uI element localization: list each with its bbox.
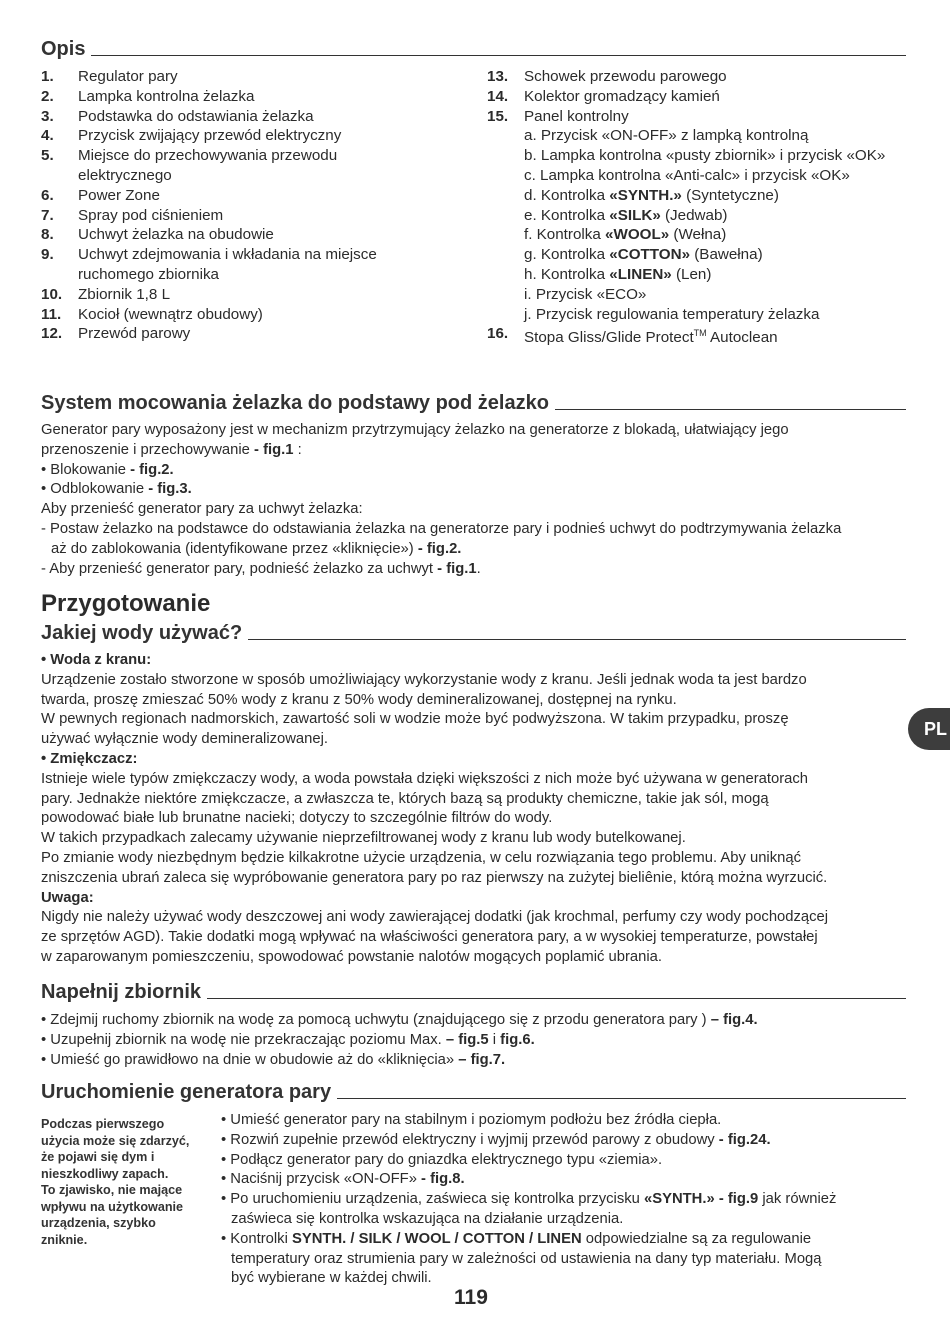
list-item: 16. Stopa Gliss/Glide Protect™ Autoclean [487, 325, 778, 347]
heading-rule [248, 639, 906, 640]
list-item: 14. Kolektor gromadzący kamień [487, 87, 720, 105]
heading-text: Opis [41, 38, 86, 60]
panel-subitem: b. Lampka kontrolna «pusty zbiornik» i przycisk «OK» [524, 147, 886, 165]
page-number: 119 [454, 1286, 488, 1309]
list-item: 8. Uchwyt żelazka na obudowie [41, 226, 274, 244]
sidebar-note: Podczas pierwszego użycia może się zdarzyć, że pojawi się dym i nieszkodliwy zapach. To zjawisko, nie mające wpływu na użytkowanie urządzenia, szybko zniknie. [41, 1117, 190, 1247]
heading-text: Uruchomienie generatora pary [41, 1081, 332, 1103]
list-item: 3. Podstawka do odstawiania żelazka [41, 107, 314, 125]
section-heading-opis [41, 38, 906, 61]
list-item: 13. Schowek przewodu parowego [487, 68, 727, 85]
heading-text: System mocowania żelazka do podstawy pod żelazko [41, 392, 549, 414]
heading-rule [337, 1098, 906, 1099]
heading-rule [207, 998, 906, 999]
water-body: • Woda z kranu: Urządzenie zostało stworzone w sposób umożliwiający wykorzystanie wody z kranu. Jeśli jednak woda ta jest bardzo twarda, proszę zmieszać 50% wody z kranu z 50% wody demineralizowanej, dostępnej na rynku. W pewnych regionach nadmorskich, zawartość soli w wodzie może być podwyższona. W takim przypadku, proszę używać wyłącznie wody demineralizowanej. • Zmiękczacz: Istnieje wiele typów zmiękczaczy wody, a woda powstała dzięki większości z nich może być używana w generatorach pary. Jednakże niektóre zmiękczacze, a zwłaszcza te, których bazą są produkty chemiczne, takie jak sól, mogą powodować białe lub brunatne nacieki; dotyczy to szczególnie filtrów do wody. W takich przypadkach zalecamy używanie nieprzefiltrowanej wody z kranu lub wody butelkowanej. Po zmianie wody niezbędnym będzie kilkakrotne użycie urządzenia, w celu rozwiązania tego problemu. Aby uniknąć zniszczenia ubrań zaleca się wypróbowanie generatora pary po raz pierwszy na zużytej bieliênie, którą można wyrzucić. Uwaga: Nigdy nie należy używać wody deszczowej ani wody zawierającej dodatki (jak krochmal, perfumy czy wody pochodzącej ze sprzętów AGD). Takie dodatki mogą wpływać na właściwości generatora pary, a w wysokiej temperaturze, powstałej w zaparowanym pomieszczeniu, spowodować powstanie nalotów mogących poplamić ubrania. [41, 652, 829, 965]
section-heading-system [41, 392, 906, 415]
list-item: 9. Uchwyt zdejmowania i wkładania na miejsce [41, 246, 377, 264]
page-title: Przygotowanie [41, 590, 211, 617]
list-item: 1. Regulator pary [41, 68, 178, 85]
list-item: 10. Zbiornik 1,8 L [41, 285, 171, 303]
list-item: 5. Miejsce do przechowywania przewodu [41, 147, 338, 165]
panel-subitem: a. Przycisk «ON-OFF» z lampką kontrolną [524, 127, 809, 145]
heading-text: Napełnij zbiornik [41, 981, 202, 1003]
panel-subitem: h. Kontrolka «LINEN» (Len) [524, 265, 712, 283]
system-body: Generator pary wyposażony jest w mechanizm przytrzymujący żelazko na generatorze z blokadą, ułatwiający jego przenoszenie i przechowywanie - fig.1 : • Blokowanie - fig.2. • Odblokowanie - fig.3. Aby przenieść generator pary za uchwyt żelazka: - Postaw żelazko na podstawce do odstawiania żelazka na generatorze pary i podnieś uchwyt do podtrzymywania żelazka aż do zablokowania (identyfikowane przez «kliknięcie») - fig.2. - Aby przenieść generator pary, podnieść żelazko za uchwyt - fig.1. [41, 422, 842, 577]
panel-subitem: j. Przycisk regulowania temperatury żelazka [524, 305, 820, 323]
section-heading-fill [41, 981, 906, 1004]
panel-subitem: e. Kontrolka «SILK» (Jedwab) [524, 206, 728, 224]
opis-right-list [487, 67, 927, 348]
opis-left-list [41, 67, 461, 344]
heading-text: Jakiej wody używać? [41, 622, 243, 644]
list-item: 11. Kocioł (wewnątrz obudowy) [41, 305, 263, 323]
section-heading-water [41, 622, 906, 645]
panel-subitem: g. Kontrolka «COTTON» (Bawełna) [524, 246, 763, 264]
heading-rule [555, 409, 906, 410]
start-body: • Umieść generator pary na stabilnym i poziomym podłożu bez źródła ciepła. • Rozwiń zupełnie przewód elektryczny i wyjmij przewód parowy z obudowy - fig.24. • Podłącz generator pary do gniazdka elektrycznego typu «ziemia». • Naciśnij przycisk «ON-OFF» - fig.8. • Po uruchomieniu urządzenia, zaświeca się kontrolka przycisku «SYNTH.» - fig.9 jak również zaświeca się kontrolka wskazująca na działanie urządzenia. • Kontrolki SYNTH. / SILK / WOOL / COTTON / LINEN odpowiedzialne są za regulowanie temperatury oraz strumienia pary w zależności od ustawienia na dany typ materiału. Mogą być wybierane w każdej chwili. [221, 1112, 837, 1287]
list-item: 2. Lampka kontrolna żelazka [41, 87, 255, 105]
list-item: 12. Przewód parowy [41, 325, 191, 343]
fill-body: • Zdejmij ruchomy zbiornik na wodę za pomocą uchwytu (znajdującego się z przodu generatora pary ) – fig.4. • Uzupełnij zbiornik na wodę nie przekraczając poziomu Max. – fig.5 i fig.6. • Umieść go prawidłowo na dnie w obudowie aż do «kliknięcia» – fig.7. [41, 1012, 758, 1068]
section-heading-start [41, 1081, 906, 1104]
language-tab-label: PL [924, 718, 948, 739]
panel-subitem: f. Kontrolka «WOOL» (Wełna) [524, 226, 727, 244]
panel-subitem: i. Przycisk «ECO» [524, 285, 647, 303]
list-item: 4. Przycisk zwijający przewód elektryczny [41, 127, 342, 145]
language-tab [908, 708, 950, 750]
list-item-continuation: ruchomego zbiornika [78, 265, 219, 283]
list-item: 15. Panel kontrolny [487, 107, 629, 125]
list-item: 6. Power Zone [41, 186, 160, 204]
panel-subitem: c. Lampka kontrolna «Anti-calc» i przycisk «OK» [524, 166, 850, 184]
heading-rule [91, 55, 906, 56]
list-item-continuation: elektrycznego [78, 166, 172, 184]
list-item: 7. Spray pod ciśnieniem [41, 206, 224, 224]
panel-subitem: d. Kontrolka «SYNTH.» (Syntetyczne) [524, 186, 779, 204]
